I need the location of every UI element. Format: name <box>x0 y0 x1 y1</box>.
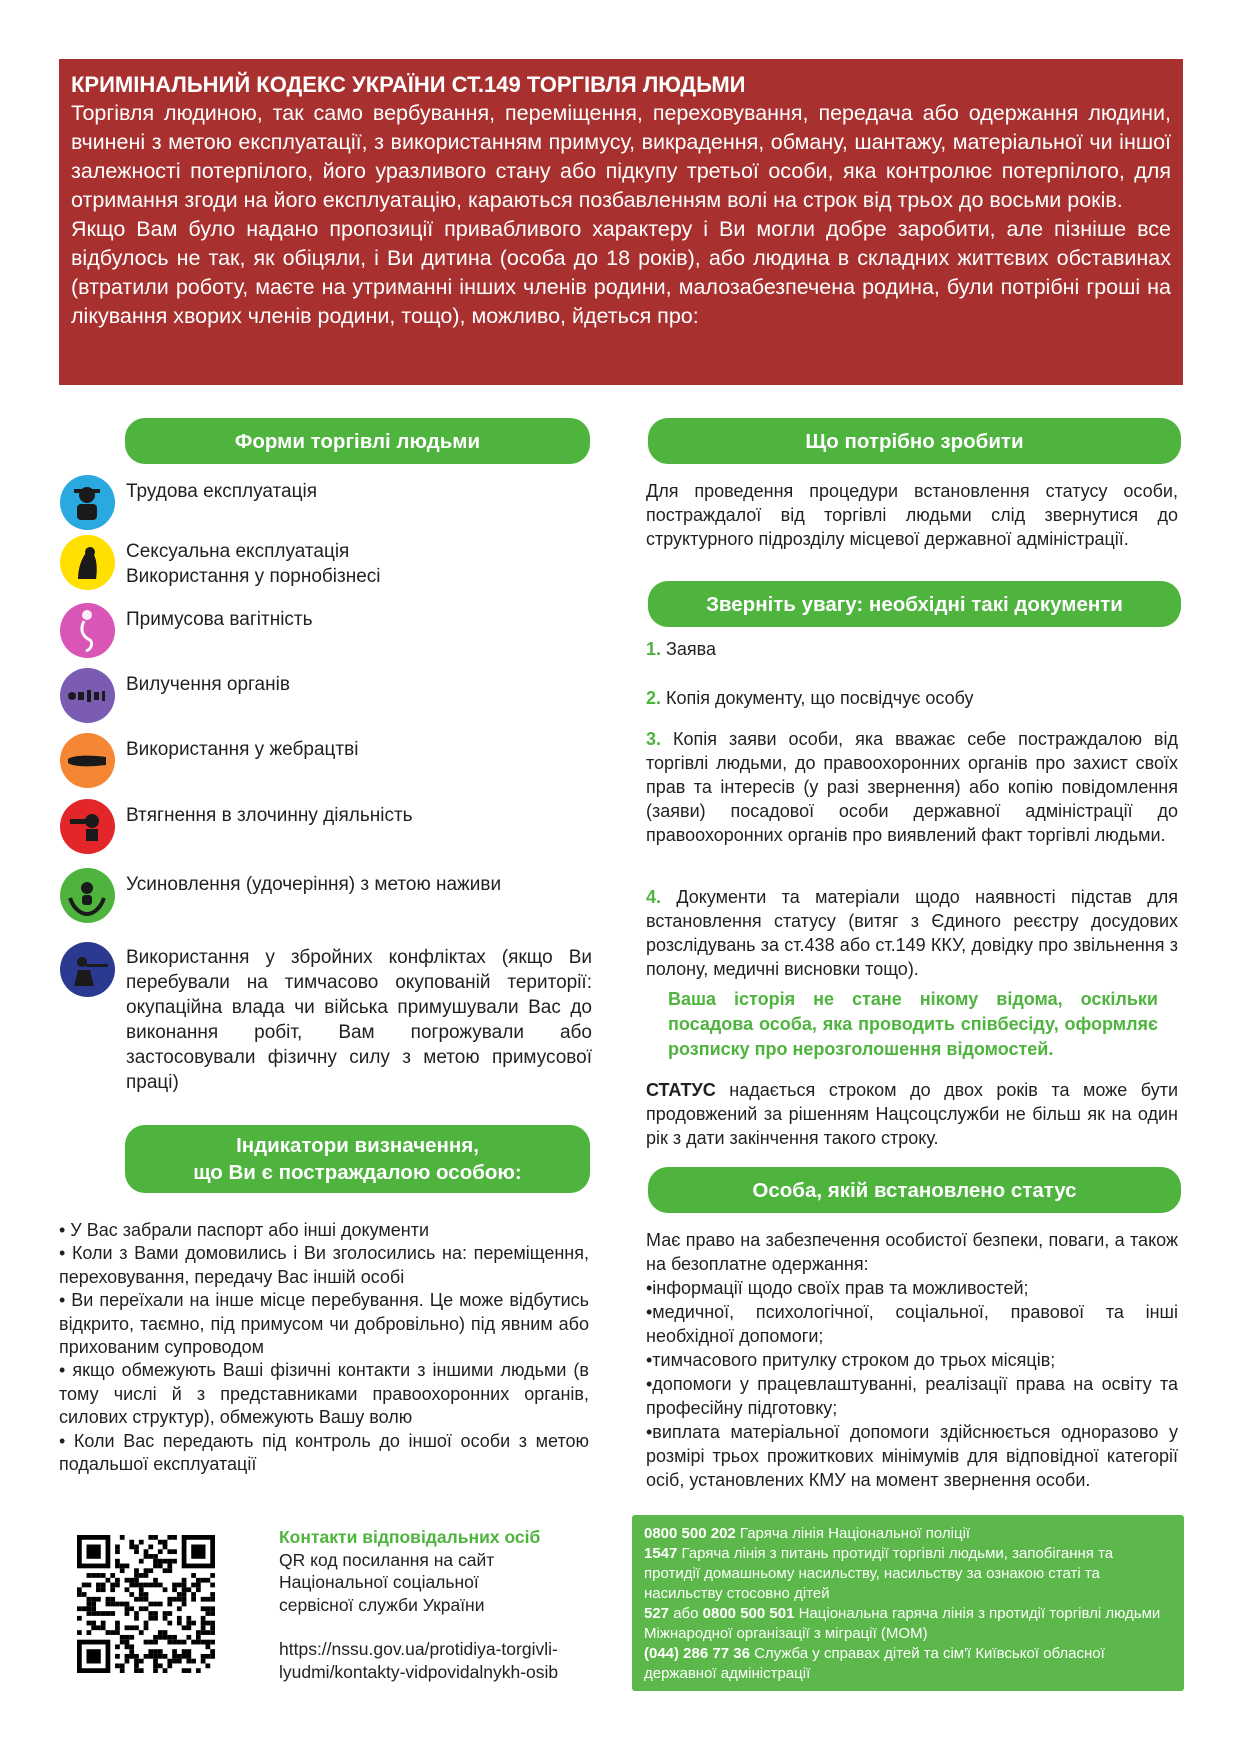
qr-description: QR код посилання на сайт Національної соціальної сервісної служби України <box>279 1549 495 1615</box>
hotline-item <box>644 1644 1172 1684</box>
status-person-rights <box>646 1228 1178 1492</box>
labor-icon <box>60 475 115 530</box>
sexual-exploitation-icon <box>60 535 115 590</box>
documents-item-3 <box>646 727 1178 847</box>
hotline-number: 1547 <box>644 1545 678 1562</box>
status-person-intro: Має право на забезпечення особистої безпеки, поваги, а також на безоплатне одержання: <box>646 1230 1178 1274</box>
indicators-list <box>59 1219 589 1476</box>
documents-heading-label: Зверніть увагу: необхідні такі документи <box>706 592 1123 616</box>
form-item-label: Втягнення в злочинну діяльність <box>126 805 413 826</box>
indicator-item: • якщо обмежують Ваші фізичні контакти з іншими людьми (в тому числі й з представниками правоохоронних органів, силових структур), обмежують Вашу волю <box>59 1360 589 1428</box>
hotlines-box <box>632 1515 1184 1691</box>
todo-text: Для проведення процедури встановлення статусу особи, постраждалої від торгівлі людьми слід звернутися до структурного підрозділу місцевої державної адміністрації. <box>646 481 1178 549</box>
todo-heading-label: Що потрібно зробити <box>805 429 1024 453</box>
form-item <box>60 733 600 788</box>
indicator-item: • У Вас забрали паспорт або інші документи <box>59 1220 430 1240</box>
rights-item: •медичної, психологічної, соціальної, правової та інші необхідної допомоги; <box>646 1302 1178 1346</box>
qr-code-image <box>77 1535 215 1673</box>
hotline-description: Служба у справах дітей та сім'ї Київської обласної державної адміністрації <box>644 1645 1105 1682</box>
documents-heading <box>648 581 1181 627</box>
organs-icon <box>60 668 115 723</box>
todo-heading <box>648 418 1181 464</box>
contacts-title: Контакти відповідальних осіб <box>279 1527 541 1547</box>
form-item <box>60 475 600 530</box>
indicators-heading <box>125 1125 590 1193</box>
form-item-label: Сексуальна експлуатація Використання у порнобізнесі <box>126 541 381 587</box>
crime-icon <box>60 799 115 854</box>
form-item-label: Використання у збройних конфліктах (якщо Ви перебували на тимчасово окупованій території: окупаційна влада чи війська примушували Вас до виконання робіт, Вам погрожували або застосовували фізичну силу з метою примусової праці) <box>126 947 592 1093</box>
hotline-separator: або <box>669 1605 703 1622</box>
indicator-item: • Ви переїхали на інше місце перебування. Це може відбутись відкрито, таємно, під примусом чи добровільно) під явним або прихованим супроводом <box>59 1290 589 1358</box>
hotline-item <box>644 1524 1172 1544</box>
documents-item-number: 3. <box>646 729 662 749</box>
documents-item-text: Копія документу, що посвідчує особу <box>661 688 974 708</box>
hotline-item <box>644 1544 1172 1604</box>
documents-item-number: 1. <box>646 639 662 659</box>
contacts-info <box>279 1526 609 1683</box>
status-word: СТАТУС <box>646 1080 716 1100</box>
hotline-description: Національна гаряча лінія з протидії торгівлі людьми Міжнародної організації з міграції (МОМ) <box>644 1605 1161 1642</box>
status-description: надається строком до двох років та може бути продовжений за рішенням Нацсоцслужби не більш як на один рік з дати закінчення такого строку. <box>646 1080 1178 1148</box>
hotline-description: Гаряча лінія Національної поліції <box>735 1525 971 1542</box>
hotline-number: (044) 286 77 36 <box>644 1645 750 1662</box>
documents-item-text: Заява <box>661 639 717 659</box>
form-item <box>60 868 600 923</box>
documents-item-text: Документи та матеріали щодо наявності підстав для встановлення статусу (витяг з Єдиного реєстру досудових розслідувань за ст.438 або ст.149 ККУ, довідку про звільнення з полону, медичні висновки тощо). <box>646 887 1178 979</box>
law-banner <box>59 59 1183 385</box>
adoption-icon <box>60 868 115 923</box>
hotline-number: 0800 500 501 <box>702 1605 795 1622</box>
documents-item-number: 4. <box>646 887 662 907</box>
documents-item-text: Копія заяви особи, яка вважає себе постраждалою від торгівлі людьми, до правоохоронних органів про захист своїх прав та інтересів (у разі звернення) або копію повідомлення (заяви) посадової особи державної адміністрації до правоохоронних органів про виявлений факт торгівлі людьми. <box>646 729 1178 845</box>
form-item <box>60 799 600 854</box>
status-text <box>646 1078 1178 1150</box>
documents-item-4 <box>646 885 1178 981</box>
form-item <box>60 668 600 723</box>
intro-paragraph: Якщо Вам було надано пропозиції привабливого характеру і Ви могли добре заробити, але пізніше все відбулось не так, як обіцяли, і Ви дитина (особа до 18 років), або людина в складних життєвих обставинах (втратили роботу, маєте на утриманні інших членів родини, малозабезпечена родина, були потрібні гроші на лікування хворих членів родини, тощо), можливо, йдеться про: <box>71 217 1171 328</box>
contacts-url-line1: https://nssu.gov.ua/protidiya-torgivli- <box>279 1639 558 1659</box>
contacts-url-line2: lyudmi/kontakty-vidpovidalnykh-osib <box>279 1661 559 1682</box>
form-item <box>60 603 600 658</box>
form-item-label: Використання у жебрацтві <box>126 739 359 760</box>
form-item-label: Трудова експлуатація <box>126 481 317 502</box>
form-item-label: Усиновлення (удочеріння) з метою наживи <box>126 874 502 895</box>
hotline-number: 527 <box>644 1605 670 1622</box>
soldier-icon <box>60 942 115 997</box>
hotline-item <box>644 1604 1172 1644</box>
form-item <box>60 942 600 1095</box>
indicators-heading-line1: Індикатори визначення, <box>236 1134 479 1157</box>
rights-item: •тимчасового притулку строком до трьох місяців; <box>646 1350 1056 1370</box>
hotline-number: 0800 500 202 <box>644 1525 736 1542</box>
documents-item-1 <box>646 637 1178 661</box>
law-title: КРИМІНАЛЬНИЙ КОДЕКС УКРАЇНИ СТ.149 ТОРГІВЛЯ ЛЮДЬМИ <box>71 72 746 97</box>
forms-heading <box>125 418 590 464</box>
indicator-item: • Коли Вас передають під контроль до іншої особи з метою подальшої експлуатації <box>59 1430 589 1475</box>
forms-heading-label: Форми торгівлі людьми <box>234 429 481 453</box>
confidentiality-note: Ваша історія не стане нікому відома, оскільки посадова особа, яка проводить співбесіду, оформляє розписку про нерозголошення відомостей. <box>668 989 1158 1059</box>
form-item <box>60 535 600 590</box>
form-item-label: Примусова вагітність <box>126 609 313 630</box>
status-person-heading <box>648 1167 1181 1213</box>
qr-code[interactable] <box>77 1535 215 1673</box>
indicators-heading-line2: що Ви є постраждалою особою: <box>193 1161 522 1184</box>
begging-icon <box>60 733 115 788</box>
rights-item: •інформації щодо своїх прав та можливостей; <box>646 1278 1029 1298</box>
form-item-label: Вилучення органів <box>126 674 290 695</box>
pregnancy-icon <box>60 603 115 658</box>
status-person-heading-label: Особа, якій встановлено статус <box>752 1178 1077 1202</box>
documents-item-number: 2. <box>646 688 662 708</box>
law-paragraph: Торгівля людиною, так само вербування, переміщення, переховування, передача або одержання людини, вчинені з метою експлуатації, з використанням примусу, викрадення, обману, шантажу, матеріальної чи іншої залежності потерпілого, його уразливого стану або підкупу третьої особи, яка контролює потерпілого, для отримання згоди на його експлуатацію, караються позбавленням волі на строк від трьох до восьми років. <box>71 101 1171 212</box>
rights-item: •виплата матеріальної допомоги здійснюється одноразово у розмірі трьох прожиткових мінімумів для відповідної категорії осіб, установлених КМУ на момент звернення особи. <box>646 1422 1178 1490</box>
rights-item: •допомоги у працевлаштуванні, реалізації права на освіту та професійну підготовку; <box>646 1374 1178 1418</box>
indicator-item: • Коли з Вами домовились і Ви зголосились на: переміщення, переховування, передачу Вас іншій особі <box>59 1243 589 1287</box>
contacts-url[interactable] <box>279 1638 609 1683</box>
documents-item-2 <box>646 686 1178 710</box>
hotline-description: Гаряча лінія з питань протидії торгівлі людьми, запобігання та протидії домашньому насильству, насильству за ознакою статі та насильству стосовно дітей <box>644 1545 1114 1602</box>
